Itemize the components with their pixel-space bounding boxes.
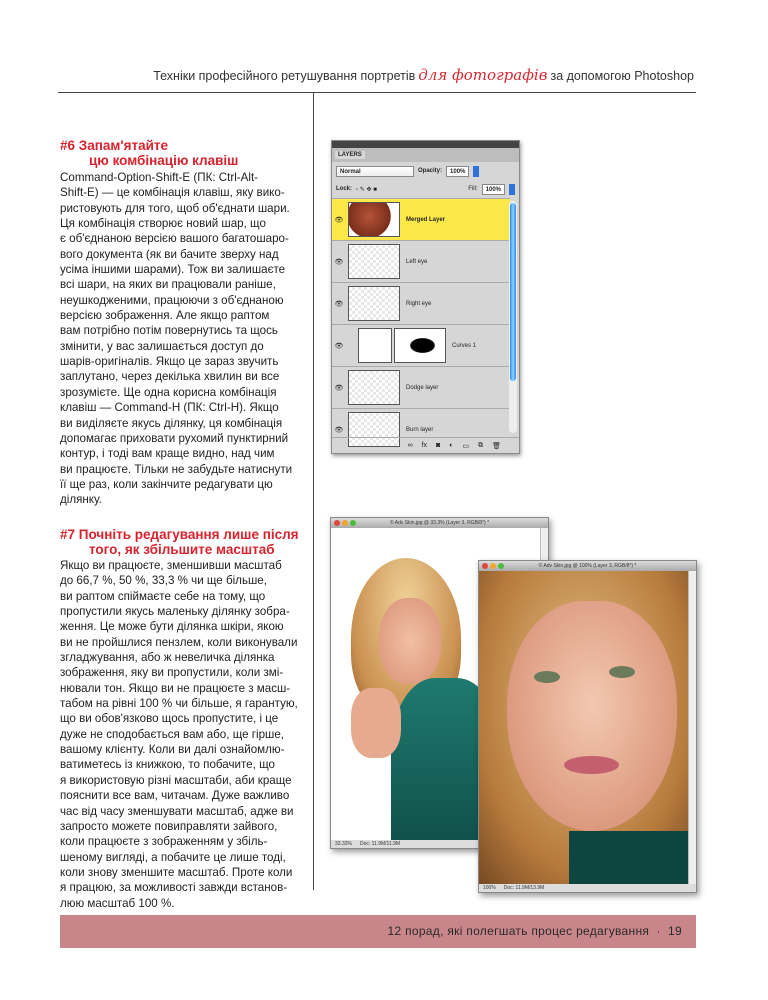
body-line: що ви обов'язково щось пропустите, і це	[60, 712, 279, 726]
layer-thumbnail	[348, 370, 400, 405]
window-title: © Adv Skin.jpg @ 33.3% (Layer 3, RGB/8*) *	[389, 520, 490, 526]
body-line: зрозумієте. Ще одна корисна комбінація	[60, 385, 277, 399]
body-line: шеному вигляді, а побачите це лише тоді,	[60, 850, 286, 864]
body-line: до 66,7 %, 50 %, 33,3 % чи ще більше,	[60, 574, 267, 588]
lock-icons[interactable]: ▫ ✎ ✥ ■	[356, 186, 377, 193]
body-line: Якщо ви працюєте, зменшивши масштаб	[60, 559, 282, 572]
visibility-eye-icon[interactable]: 👁	[334, 258, 344, 266]
section-6-heading: #6 Запам'ятайте цю комбінацію клавіш	[60, 138, 239, 168]
body-line: заплутано, через декілька хвилин ви все	[60, 370, 280, 384]
body-line: коли знову зменшите масштаб. Проте коли	[60, 865, 293, 879]
portrait-photo-zoomed	[479, 571, 688, 884]
opacity-arrow-icon[interactable]	[473, 166, 479, 177]
body-line: зображення, яку ви пропустили, коли змі-	[60, 666, 284, 680]
body-line: неушкодженими, працюючи з об'єднаною	[60, 293, 284, 307]
body-line: вам потрібно потім повернутись та щось	[60, 324, 278, 338]
layer-mask-thumbnail	[394, 328, 446, 363]
layer-thumbnail	[348, 202, 400, 237]
fx-icon[interactable]: fx	[421, 442, 428, 449]
layer-row[interactable]	[332, 324, 510, 366]
page-footer	[60, 915, 696, 948]
body-line: коли працюєте з зображенням у збіль-	[60, 835, 268, 849]
blend-mode-select[interactable]: Normal	[336, 166, 414, 177]
visibility-eye-icon[interactable]: 👁	[334, 300, 344, 308]
body-line: ви виділяєте якусь ділянку, ця комбінація	[60, 416, 283, 430]
fill-input[interactable]: 100%	[482, 184, 505, 195]
body-line: шарів-оригіналів. Якщо це зараз звучить	[60, 355, 279, 369]
vertical-scrollbar[interactable]	[688, 571, 696, 884]
fill-arrow-icon[interactable]	[509, 184, 515, 195]
document-window-100	[478, 560, 697, 893]
body-line: Shift-E) — це комбінація клавіш, яку вико-	[60, 186, 285, 200]
section-7-body	[60, 558, 310, 911]
visibility-eye-icon[interactable]: 👁	[334, 342, 344, 350]
body-line: ристовують для того, щоб об'єднати шари.	[60, 201, 290, 215]
layers-scrollbar[interactable]	[509, 201, 517, 433]
body-line: ви працюєте. Тільки не забудьте натиснути	[60, 462, 293, 476]
doc-size: Doc: 11.9M/13.9M	[503, 885, 545, 891]
body-line: час від часу зменшувати масштаб, адже ви	[60, 804, 294, 818]
opacity-label: Opacity:	[418, 168, 443, 174]
layer-row[interactable]	[332, 198, 510, 240]
body-line: дуже не сподобається вам або, ще гірше,	[60, 727, 285, 741]
layer-thumbnail	[348, 244, 400, 279]
body-line: версією зображення. Але якщо раптом	[60, 309, 270, 323]
page-number: 19	[668, 924, 682, 938]
body-line: згладжування, або ж невеличка ділянка	[60, 651, 275, 665]
section-7-heading: #7 Почніть редагування лише після того, як збільшите масштаб	[60, 527, 299, 557]
visibility-eye-icon[interactable]: 👁	[334, 384, 344, 392]
layer-row[interactable]	[332, 240, 510, 282]
layer-thumbnail	[358, 328, 392, 363]
body-line: Command-Option-Shift-E (ПК: Ctrl-Alt-	[60, 171, 259, 184]
doc-size: Doc: 11.9M/11.9M	[359, 841, 401, 847]
layers-tab[interactable]: LAYERS	[335, 151, 365, 159]
opacity-input[interactable]: 100%	[446, 166, 469, 177]
body-line: ділянку.	[60, 493, 102, 507]
layer-row[interactable]	[332, 282, 510, 324]
footer-text: 12 порад, які полегшать процес редагування	[387, 924, 650, 938]
body-line: усіма іншими шарами). Тож ви залишаєте	[60, 263, 286, 277]
visibility-eye-icon[interactable]: 👁	[334, 216, 344, 224]
body-line: я працюю, за можливості завжди встанов-	[60, 881, 288, 895]
new-layer-icon[interactable]: ⧉	[478, 441, 484, 449]
body-line: вого документа (як ви бачите зверху над	[60, 247, 279, 261]
body-line: нювали тон. Якщо ви не працюєте з масш-	[60, 681, 291, 695]
layer-name: Burn layer	[406, 426, 434, 433]
body-line: контур, і тоді вам краще видно, над чим	[60, 447, 275, 461]
layer-name: Left eye	[406, 258, 428, 265]
trash-icon[interactable]: 🗑	[492, 442, 501, 450]
body-line: допомагає приховати рухомий пунктирний	[60, 431, 289, 445]
body-line: запросто можете повиправляти зайвого,	[60, 819, 278, 833]
section-6-body	[60, 170, 310, 508]
layer-row[interactable]	[332, 366, 510, 408]
group-icon[interactable]: ▭	[462, 442, 470, 450]
running-header	[153, 66, 694, 84]
body-line: Ця комбінація створює новий шар, що	[60, 217, 266, 231]
zoom-level[interactable]: 33.33%	[335, 841, 352, 847]
body-line: пропустили якусь маленьку ділянку зобра-	[60, 605, 290, 619]
mask-icon[interactable]: ◙	[436, 442, 441, 449]
column-divider	[313, 92, 314, 890]
body-line: пояснити все вам, читачам. Дуже важливо	[60, 789, 290, 803]
footer-separator: ·	[656, 924, 661, 938]
body-line: люю масштаб 100 %.	[60, 896, 175, 910]
visibility-eye-icon[interactable]: 👁	[334, 426, 344, 434]
header-text: Техніки професійного ретушування портретів	[153, 69, 416, 83]
body-line: змінити, у вас залишається доступ до	[60, 339, 264, 353]
layer-name: Right eye	[406, 300, 432, 307]
header-script-text: для фотографів	[418, 66, 548, 84]
window-title: © Adv Skin.jpg @ 100% (Layer 3, RGB/8*) *	[538, 563, 637, 569]
header-rule	[58, 92, 696, 93]
body-line: ватиметесь із книжкою, то побачите, що	[60, 758, 275, 772]
body-line: її ще раз, коли закінчите редагувати цю	[60, 477, 273, 491]
fill-label: Fill:	[468, 186, 478, 192]
layer-thumbnail	[348, 286, 400, 321]
header-text-end: за допомогою Photoshop	[550, 69, 694, 83]
body-line: всі шари, на яких ви працювали раніше,	[60, 278, 276, 292]
link-icon[interactable]: ∞	[407, 442, 413, 449]
lock-label: Lock:	[336, 186, 353, 192]
layers-panel	[331, 140, 520, 454]
body-line: клавіш — Command-H (ПК: Ctrl-H). Якщо	[60, 401, 279, 415]
layer-name: Dodge layer	[406, 384, 439, 391]
adjustment-icon[interactable]: ◐	[449, 442, 454, 449]
body-line: ви не пройшлися пензлем, коли виконували	[60, 635, 298, 649]
body-line: вашому клієнту. Коли ви далі ознайомлю-	[60, 743, 285, 757]
body-line: я використовую різні масштаби, аби краще	[60, 773, 292, 787]
body-line: табом на рівні 100 % чи більше, я гарантую,	[60, 697, 298, 711]
zoom-level[interactable]: 100%	[483, 885, 496, 891]
body-line: є об'єднаною версією вашого багатошаро-	[60, 232, 289, 246]
body-line: ження. Це може бути ділянка шкіри, якою	[60, 620, 284, 634]
layers-panel-footer	[332, 437, 519, 453]
layer-name: Curves 1	[452, 342, 477, 349]
body-line: ви раптом спіймаєте себе на тому, що	[60, 589, 266, 603]
layer-name: Merged Layer	[406, 216, 446, 223]
